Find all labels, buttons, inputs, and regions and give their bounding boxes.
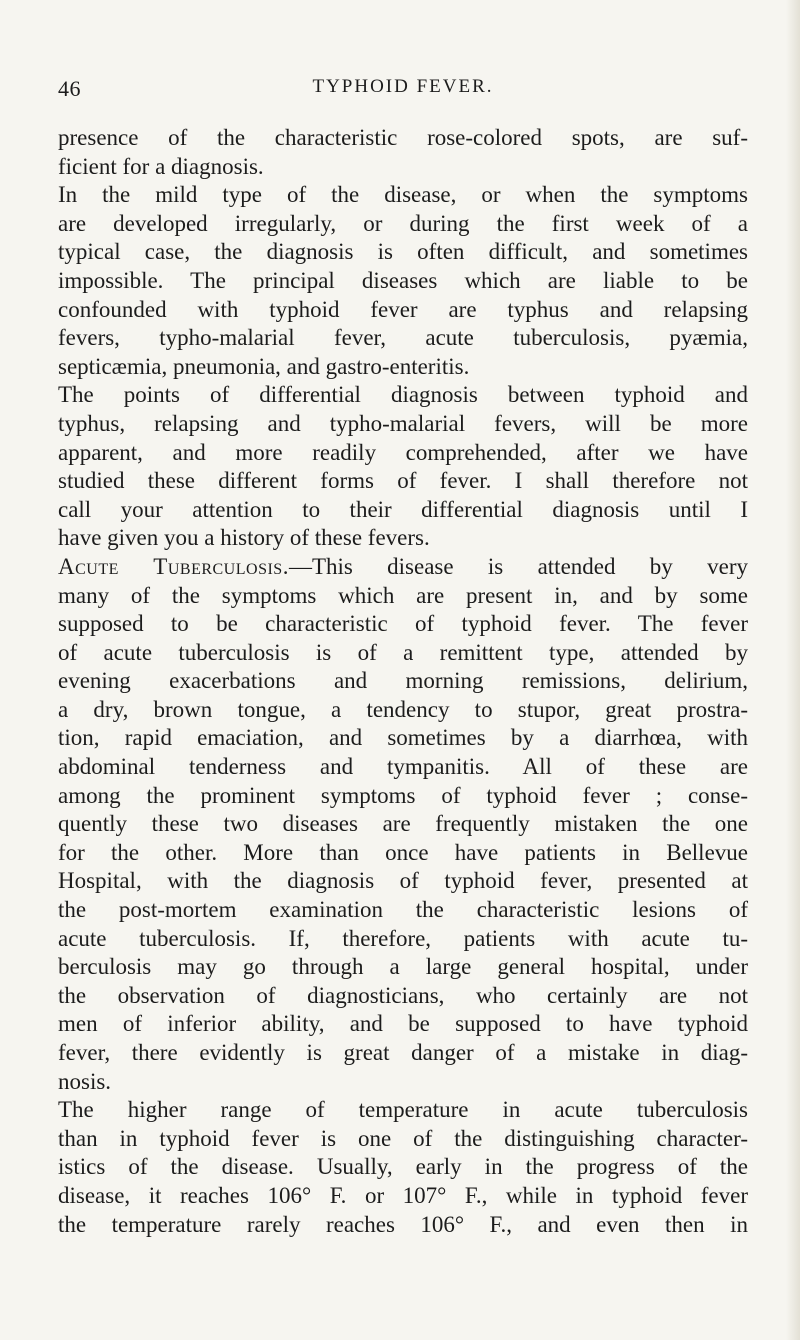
- line-text: abdominal tenderness and tympanitis. All of these are: [58, 754, 748, 780]
- text-line: [58, 496, 748, 525]
- text-line: [58, 439, 748, 468]
- line-text: studied these different forms of fever. I shall therefore not: [58, 468, 748, 494]
- text-line: [58, 553, 748, 582]
- text-line: [58, 639, 748, 668]
- line-text: men of inferior ability, and be supposed to have typhoid: [58, 1011, 748, 1037]
- page-edge-shadow: [786, 0, 800, 1340]
- text-line: [58, 1182, 748, 1211]
- line-text: supposed to be characteristic of typhoid fever. The fever: [58, 611, 748, 637]
- text-line: [58, 1010, 748, 1039]
- line-text: —This disease is attended by very: [288, 553, 749, 579]
- text-line: [58, 1211, 748, 1240]
- line-text: the temperature rarely reaches 106° F., and even then in: [58, 1211, 748, 1237]
- text-line: [58, 1039, 748, 1068]
- text-line: [58, 753, 748, 782]
- line-text: Hospital, with the diagnosis of typhoid fever, presented at: [58, 868, 748, 894]
- text-line: [58, 810, 748, 839]
- line-text: apparent, and more readily comprehended, after we have: [58, 439, 748, 465]
- line-text: than in typhoid fever is one of the distinguishing character-: [58, 1125, 748, 1151]
- text-line: [58, 381, 748, 410]
- line-text: acute tuberculosis. If, therefore, patients with acute tu-: [58, 925, 748, 951]
- text-line: [58, 839, 748, 868]
- line-text: of acute tuberculosis is of a remittent type, attended by: [58, 639, 748, 665]
- running-head: [58, 76, 748, 106]
- line-text: among the prominent symptoms of typhoid fever ; conse-: [58, 782, 748, 808]
- line-text: many of the symptoms which are present in, and by some: [58, 582, 748, 608]
- text-line: [58, 410, 748, 439]
- line-text: berculosis may go through a large general hospital, under: [58, 954, 748, 980]
- line-text: In the mild type of the disease, or when the symptoms: [58, 182, 748, 208]
- line-text: quently these two diseases are frequently mistaken the one: [58, 811, 748, 837]
- line-text: typical case, the diagnosis is often difficult, and sometimes: [58, 239, 748, 265]
- text-line: [58, 181, 748, 210]
- line-text: fevers, typho-malarial fever, acute tuberculosis, pyæmia,: [58, 325, 748, 351]
- text-line: [58, 982, 748, 1011]
- text-line: [58, 724, 748, 753]
- text-line: [58, 867, 748, 896]
- section-heading: Acute Tuberculosis.: [58, 553, 289, 579]
- text-line: [58, 696, 748, 725]
- text-line: [58, 210, 748, 239]
- line-text: the observation of diagnosticians, who certainly are not: [58, 982, 748, 1008]
- text-line: [58, 1096, 748, 1125]
- text-line: [58, 238, 748, 267]
- text-line: [58, 267, 748, 296]
- running-title: TYPHOID FEVER.: [312, 76, 494, 97]
- text-line: [58, 1068, 748, 1097]
- line-text: a dry, brown tongue, a tendency to stupor, great prostra-: [58, 696, 748, 722]
- text-line: [58, 782, 748, 811]
- text-line: [58, 124, 748, 153]
- line-text: ficient for a diagnosis.: [58, 153, 264, 179]
- line-text: have given you a history of these fevers.: [58, 525, 430, 551]
- line-text: tion, rapid emaciation, and sometimes by a diarrhœa, with: [58, 725, 748, 751]
- line-text: for the other. More than once have patients in Bellevue: [58, 839, 748, 865]
- text-line: [58, 896, 748, 925]
- line-text: The higher range of temperature in acute tuberculosis: [58, 1097, 748, 1123]
- line-text: typhus, relapsing and typho-malarial fevers, will be more: [58, 410, 748, 436]
- text-line: [58, 296, 748, 325]
- line-text: confounded with typhoid fever are typhus and relapsing: [58, 296, 748, 322]
- text-line: [58, 925, 748, 954]
- line-text: presence of the characteristic rose-colored spots, are suf-: [58, 125, 748, 150]
- text-line: [58, 1153, 748, 1182]
- line-text: evening exacerbations and morning remissions, delirium,: [58, 668, 748, 694]
- text-line: [58, 1125, 748, 1154]
- text-line: [58, 324, 748, 353]
- text-line: [58, 610, 748, 639]
- text-line: [58, 353, 748, 382]
- line-text: The points of differential diagnosis between typhoid and: [58, 382, 748, 408]
- page-number: 46: [58, 76, 81, 101]
- line-text: istics of the disease. Usually, early in the progress of the: [58, 1154, 748, 1180]
- text-line: [58, 953, 748, 982]
- line-text: disease, it reaches 106° F. or 107° F., while in typhoid fever: [58, 1182, 748, 1208]
- line-text: nosis.: [58, 1068, 112, 1094]
- text-line: [58, 467, 748, 496]
- line-text: fever, there evidently is great danger of a mistake in diag-: [58, 1040, 748, 1065]
- line-text: impossible. The principal diseases which are liable to be: [58, 267, 748, 293]
- text-line: [58, 667, 748, 696]
- line-text: call your attention to their differential diagnosis until I: [58, 496, 748, 522]
- line-text: are developed irregularly, or during the first week of a: [58, 210, 748, 236]
- line-text: septicæmia, pneumonia, and gastro-enteritis.: [58, 353, 470, 379]
- text-line: [58, 582, 748, 611]
- text-line: [58, 524, 748, 553]
- text-line: [58, 153, 748, 182]
- line-text: the post-mortem examination the characteristic lesions of: [58, 897, 748, 923]
- body-text: [58, 124, 748, 1239]
